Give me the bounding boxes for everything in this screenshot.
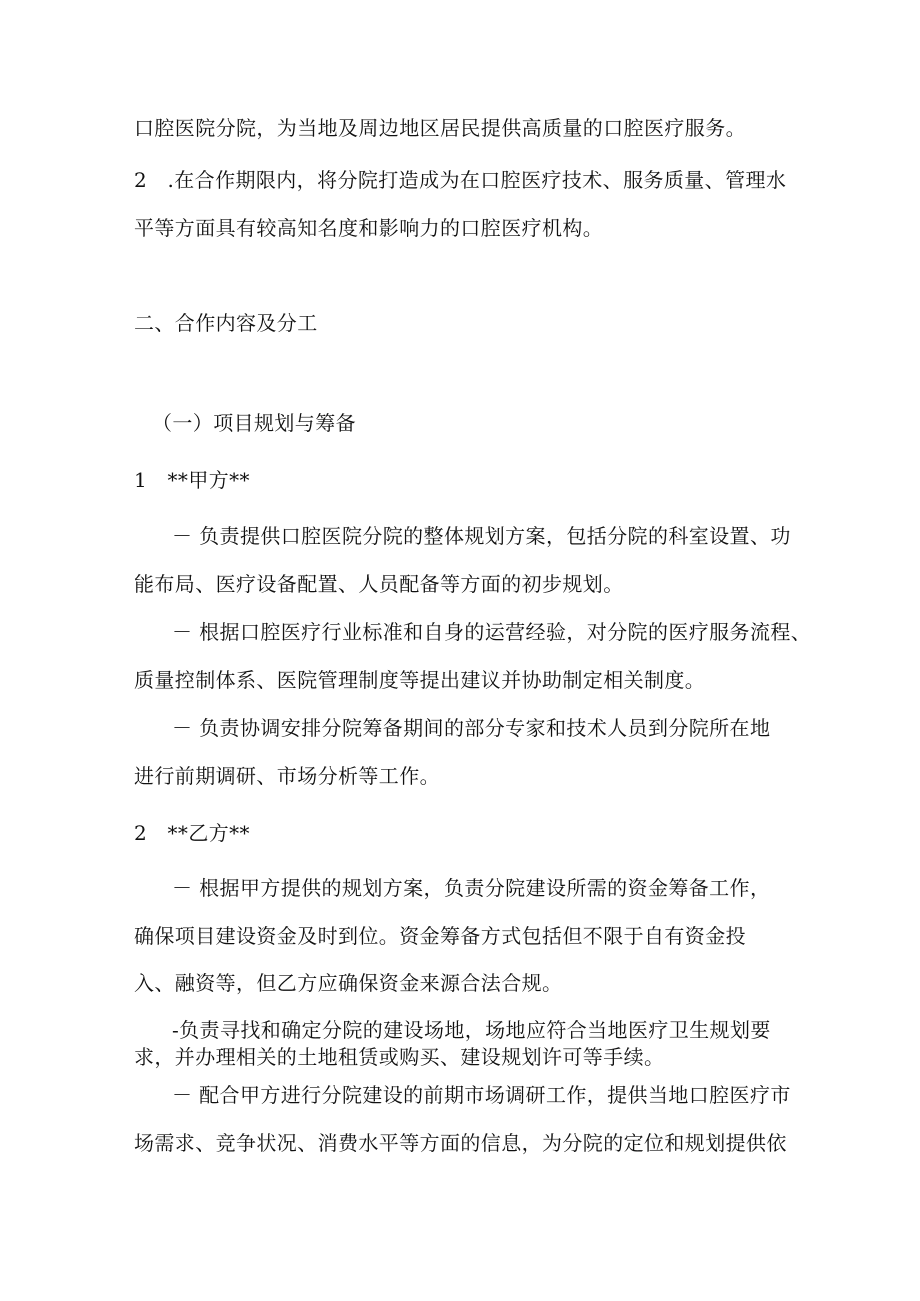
subsection-heading: （一）项目规划与筹备 <box>152 411 356 435</box>
text-line: -负责寻找和确定分院的建设场地，场地应符合当地医疗卫生规划要 <box>172 1018 771 1042</box>
text-line: － 根据口腔医疗行业标准和自身的运营经验，对分院的医疗服务流程、 <box>172 620 812 644</box>
text-line: 能布局、医疗设备配置、人员配备等方面的初步规划。 <box>134 572 624 596</box>
text-line: 求，并办理相关的土地租赁或购买、建设规划许可等手续。 <box>134 1045 665 1069</box>
text-line: － 根据甲方提供的规划方案，负责分院建设所需的资金筹备工作， <box>172 876 771 900</box>
text-line: 确保项目建设资金及时到位。资金筹备方式包括但不限于自有资金投 <box>134 924 746 948</box>
party-heading-a: 1 **甲方** <box>134 468 250 492</box>
section-heading: 二、合作内容及分工 <box>134 311 318 335</box>
text-line: － 负责提供口腔医院分院的整体规划方案，包括分院的科室设置、功 <box>172 524 791 548</box>
text-line: － 配合甲方进行分院建设的前期市场调研工作，提供当地口腔医疗市 <box>172 1083 791 1107</box>
text-line: 进行前期调研、市场分析等工作。 <box>134 764 440 788</box>
list-item-line: 2 .在合作期限内，将分院打造成为在口腔医疗技术、服务质量、管理水 <box>134 168 787 192</box>
text-line: 口腔医院分院，为当地及周边地区居民提供高质量的口腔医疗服务。 <box>134 116 746 140</box>
text-line: － 负责协调安排分院筹备期间的部分专家和技术人员到分院所在地 <box>172 716 771 740</box>
text-line: 入、融资等，但乙方应确保资金来源合法合规。 <box>134 971 563 995</box>
text-line: 场需求、竞争状况、消费水平等方面的信息，为分院的定位和规划提供依 <box>134 1131 787 1155</box>
text-line: 平等方面具有较高知名度和影响力的口腔医疗机构。 <box>134 216 604 240</box>
party-heading-b: 2 **乙方** <box>134 821 250 845</box>
text-line: 质量控制体系、医院管理制度等提出建议并协助制定相关制度。 <box>134 668 706 692</box>
